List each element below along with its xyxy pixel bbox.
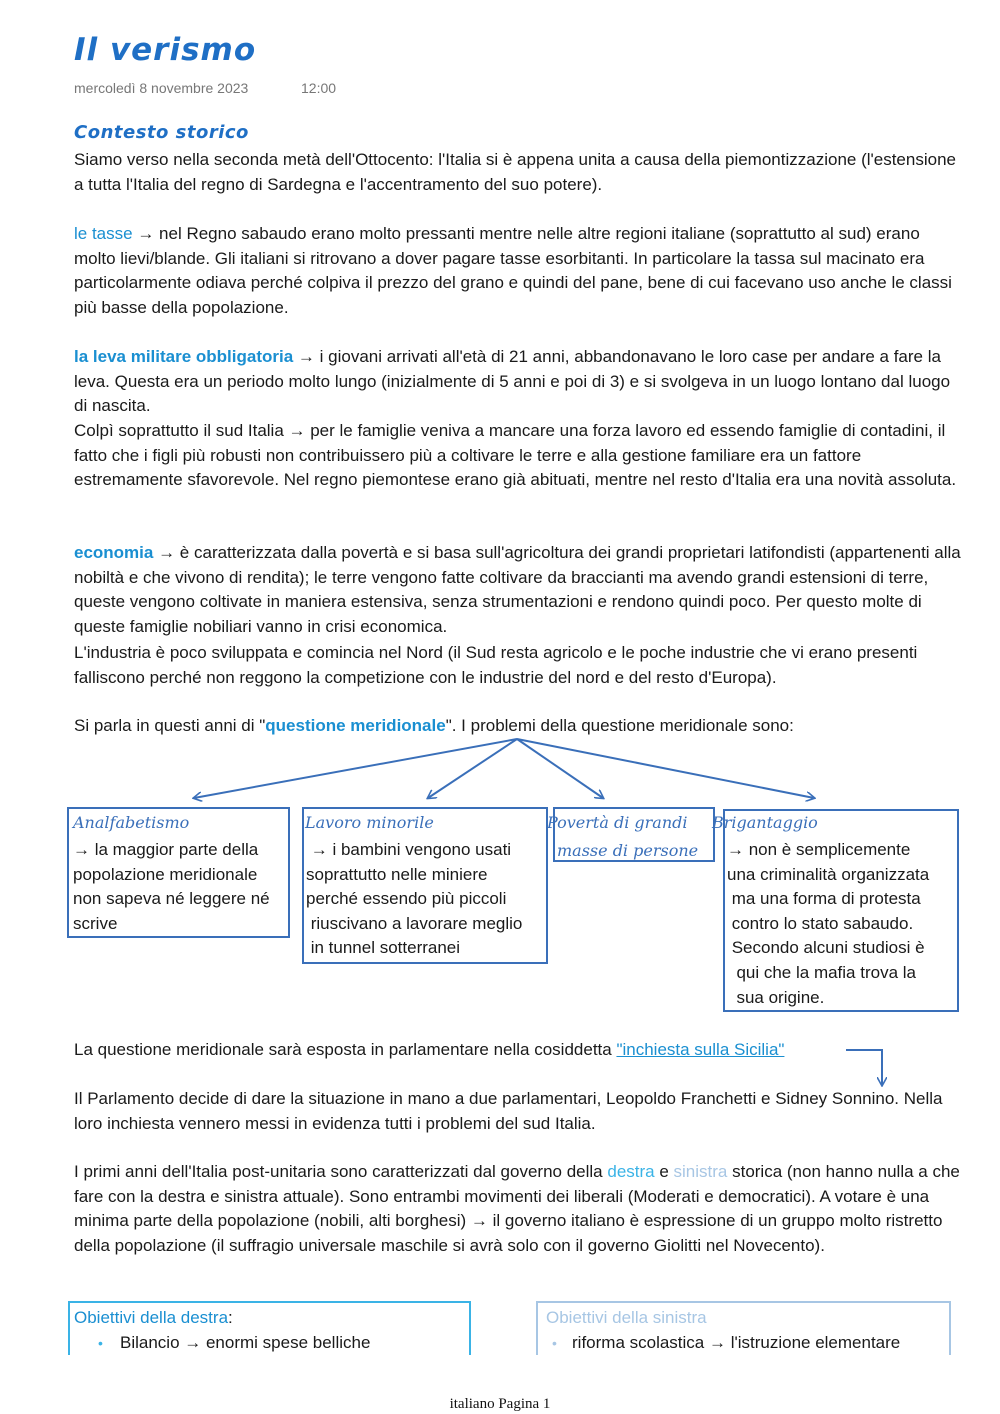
keyword-questione: questione meridionale [265, 716, 446, 735]
page-footer: italiano Pagina 1 [449, 1396, 551, 1412]
questione-paragraph: Si parla in questi anni di "questione meridionale". I problemi della questione meridionale sono: [74, 716, 794, 735]
keyword-economia: economia [74, 543, 154, 562]
inchiesta-link[interactable]: "inchiesta sulla Sicilia" [616, 1040, 785, 1059]
box-head-lavoro: Lavoro minorile [305, 813, 434, 832]
arrow-analfabetismo [194, 739, 517, 798]
destra-objectives-title: Obiettivi della destra: [74, 1308, 233, 1327]
box-head-analfabetismo: Analfabetismo [73, 813, 190, 832]
box-head-brigantaggio: Brigantaggio [712, 813, 818, 832]
sinistra-objectives-title: Obiettivi della sinistra [546, 1308, 707, 1327]
industria-paragraph: L'industria è poco sviluppata e comincia nel Nord (il Sud resta agricolo e le poche industrie che vi erano presenti falliscono perché non reggono la competizione con le industrie del nord e del resto d'Europa). [74, 643, 918, 687]
keyword-leva: la leva militare obbligatoria [74, 347, 294, 366]
leva-text: → i giovani arrivati all'età di 21 anni, abbandonavano le loro case per andare a fare la leva. Questa era un periodo molto lungo (inizialmente di 5 anni e poi di 3) e si svolgeva in un luogo lontano dal luogo di nascita. [74, 347, 951, 416]
intro-paragraph: Siamo verso nella seconda metà dell'Ottocento: l'Italia si è appena unita a causa della piemontizzazione (l'estensione a tutta l'Italia del regno di Sardegna e l'accentramento del suo potere). [74, 150, 956, 194]
sinistra-item-1: riforma scolastica → l'istruzione elementare [572, 1333, 901, 1352]
box-head-poverta: Povertà di grandi [547, 813, 688, 832]
leva-paragraph-2: Colpì soprattutto il sud Italia → per le famiglie veniva a mancare una forza lavoro ed essendo famiglie di contadini, il fatto che i figli più robusti non contribuissero più a coltivare le terre e alla gestione familiare era un fattore estremamente sfavorevole. Nel regno piemontese erano già abituati, mentre nel resto d'Italia era una novità assoluta. [74, 421, 957, 490]
section-title: Contesto storico [74, 122, 249, 143]
box-body-brigantaggio: → non è semplicemente una criminalità organizzata ma una forma di protesta contro lo stato sabaudo. Secondo alcuni studiosi è qui che la mafia trova la sua origine. [727, 840, 930, 1007]
keyword-sinistra: sinistra [673, 1162, 728, 1181]
inchiesta-paragraph: La questione meridionale sarà esposta in parlamentare nella cosiddetta "inchiesta sulla Sicilia" [74, 1040, 785, 1059]
note-date: mercoledì 8 novembre 2023 [74, 80, 249, 96]
governo-paragraph: I primi anni dell'Italia post-unitaria sono caratterizzati dal governo della destra e sinistra storica (non hanno nulla a che fare con la destra e sinistra attuale). Sono entrambi movimenti dei liberali (Moderati e democratici). A votare è una minima parte della popolazione (nobili, alti borghesi) → il governo italiano è espressione di un gruppo molto ristretto della popolazione (il suffragio universale maschile si avrà solo con il governo Giolitti nel Novecento). [74, 1162, 960, 1255]
sinistra-bullet: • [552, 1335, 557, 1351]
economia-text: → è caratterizzata dalla povertà e si basa sull'agricoltura dei grandi proprietari latifondisti (appartenenti alla nobiltà e che vivono di rendita); le terre vengono fatte coltivare da braccianti ma avendo grandi estensioni di terre, queste vengono coltivate in maniera estensiva, senza strumentazioni e rendono quindi poco. Per questo molte di queste famiglie nobiliari vanno in crisi economica. [74, 543, 961, 636]
destra-bullet: • [98, 1335, 103, 1351]
box-body-analfabetismo: → la maggior parte della popolazione meridionale non sapeva né leggere né scrive [73, 840, 270, 933]
box-body-lavoro: → i bambini vengono usati soprattutto nelle miniere perché essendo più piccoli riuscivano a lavorare meglio in tunnel sotterranei [306, 840, 523, 958]
keyword-destra: destra [607, 1162, 655, 1181]
box-head-poverta-2: masse di persone [557, 841, 699, 860]
keyword-tasse: le tasse [74, 224, 133, 243]
page-title: Il verismo [74, 32, 257, 68]
parlamento-paragraph: Il Parlamento decide di dare la situazione in mano a due parlamentari, Leopoldo Franchetti e Sidney Sonnino. Nella loro inchiesta vennero messi in evidenza tutti i problemi del sud Italia. [74, 1089, 943, 1133]
destra-item-1: Bilancio → enormi spese belliche [120, 1333, 371, 1352]
tasse-text: → nel Regno sabaudo erano molto pressanti mentre nelle altre regioni italiane (soprattutto al sud) erano molto lievi/blande. Gli italiani si ritrovano a dover pagare tasse esorbitanti. In particolare la tassa sul macinato era particolarmente odiava perché colpiva il prezzo del grano e quindi del pane, bene di cui facevano uso anche le classi più basse della popolazione. [74, 224, 952, 317]
note-time: 12:00 [301, 80, 337, 96]
